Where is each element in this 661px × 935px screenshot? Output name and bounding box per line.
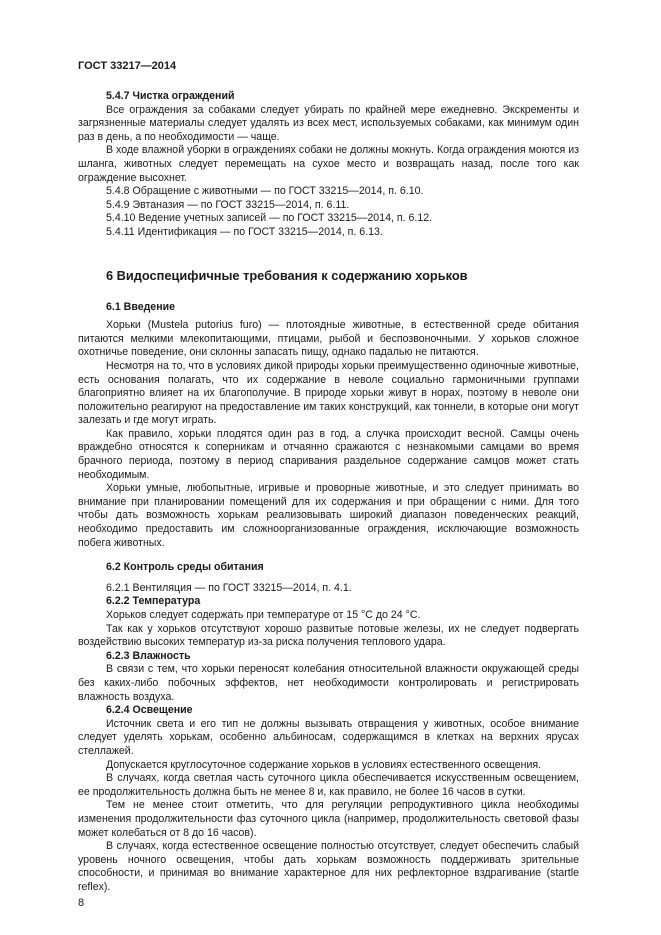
paragraph: В связи с тем, что хорьки переносят колебания относительной влажности окружающей среды без каких-либо побочных эффектов, нет необходимости контролировать и регистрировать влажность воздуха. (78, 663, 579, 703)
paragraph: Хорьков следует содержать при температуре от 15 °С до 24 °С. (106, 609, 421, 621)
document-header: ГОСТ 33217—2014 (78, 60, 177, 72)
paragraph: Хорьки (Mustela putorius furo) — плотоядные животные, в естественной среде обитания питаются мелкими млекопитающими, птицами, рыбой и беспозвоночными. У хорьков сложное охотничье поведение, они склонны запасать пищу, однако падалью не питаются. (78, 319, 579, 359)
paragraph: Так как у хорьков отсутствуют хорошо развитые потовые железы, их не следует подвергать воздействию высоких температур из-за риска получения теплового удара. (78, 622, 579, 649)
paragraph: Несмотря на то, что в условиях дикой природы хорьки преимущественно одиночные животные, есть основания полагать, что их содержание в неволе социально гармоничными группами благоприятно влияет на их благополучие. В природе хорьки живут в норах, поэтому в неволе они положительно реагируют на предоставление им таких конструкций, как тоннели, в которые они могут залезать и где могут играть. (78, 359, 579, 427)
paragraph: В ходе влажной уборки в ограждениях собаки не должны мокнуть. Когда ограждения моются из шланга, животных следует перемещать на сухое место и возвращать назад, после того как ограждение высохнет. (78, 144, 579, 184)
paragraph: Все ограждения за собаками следует убирать по крайней мере ежедневно. Экскременты и загрязненные материалы следует удалять из всех мест, используемых собаками, как минимум один раз в день, а по необходимости — чаще. (78, 103, 579, 143)
heading-6-2: 6.2 Контроль среды обитания (106, 561, 264, 574)
paragraph: Источник света и его тип не должны вызывать отвращения у животных, особое внимание следует уделять хорькам, особенно альбиносам, содержащимся в клетках на верхних ярусах стеллажей. (78, 717, 579, 757)
section-6-title: 6 Видоспецифичные требования к содержанию хорьков (106, 267, 468, 283)
section-6-2 (78, 582, 579, 895)
heading-6-1-wrap (78, 301, 579, 315)
heading-6-2-4: 6.2.4 Освещение (106, 704, 193, 717)
paragraph: В случаях, когда светлая часть суточного цикла обеспечивается искусственным освещением, ее продолжительность должна быть не менее 8 и, как правило, не более 16 часов в сутки. (78, 772, 579, 798)
clause-5-4-10: 5.4.10 Ведение учетных записей — по ГОСТ 33215—2014, п. 6.12. (106, 212, 433, 225)
heading-6-2-wrap (78, 561, 579, 575)
paragraph: Как правило, хорьки плодятся один раз в год, а случка происходит весной. Самцы очень враждебно относятся к соперникам и отчаянно сражаются с незнакомыми самцами во время брачного периода, поэтому в период спаривания раздельное содержание самцов может стать необходимым. (78, 427, 579, 481)
clause-5-4-9: 5.4.9 Эвтаназия — по ГОСТ 33215—2014, п. 6.11. (106, 198, 350, 211)
page-number: 8 (78, 897, 85, 910)
heading-6-1: 6.1 Введение (106, 300, 176, 313)
heading-6-2-3: 6.2.3 Влажность (106, 649, 191, 662)
clause-6-2-1: 6.2.1 Вентиляция — по ГОСТ 33215—2014, п. 4.1. (106, 581, 352, 594)
heading-5-4-7: 5.4.7 Чистка ограждений (106, 90, 235, 102)
paragraph: Допускается круглосуточное содержание хорьков в условиях естественного освещения. (106, 758, 542, 771)
paragraph: Тем не менее стоит отметить, что для регуляции репродуктивного цикла необходимы изменения продолжительности фаз суточного цикла (например, продолжительность световой фазы может колебаться от 8 до 16 часов). (78, 799, 579, 839)
clause-5-4-11: 5.4.11 Идентификация — по ГОСТ 33215—2014, п. 6.13. (106, 225, 383, 238)
section-6-1 (78, 319, 579, 550)
paragraph: Хорьки умные, любопытные, игривые и проворные животные, и это следует принимать во внимание при планировании помещений для их содержания и при обращении с ними. Для того чтобы дать возможность хорькам реализовывать широкий диапазон поведенческих реакций, необходимо предоставить им сложноорганизованные ограждения, исключающие возможность побега животных. (78, 482, 579, 549)
paragraph: В случаях, когда естественное освещение полностью отсутствует, следует обеспечить слабый уровень ночного освещения, чтобы дать хорькам возможность поддерживать зрительные способности, и принимая во внимание характерное для них рефлекторное вздрагивание (startle reflex). (78, 840, 579, 893)
section-5-4-7 (78, 90, 579, 240)
heading-6-2-2: 6.2.2 Температура (106, 595, 201, 608)
clause-5-4-8: 5.4.8 Обращение с животными — по ГОСТ 33215—2014, п. 6.10. (106, 185, 424, 198)
